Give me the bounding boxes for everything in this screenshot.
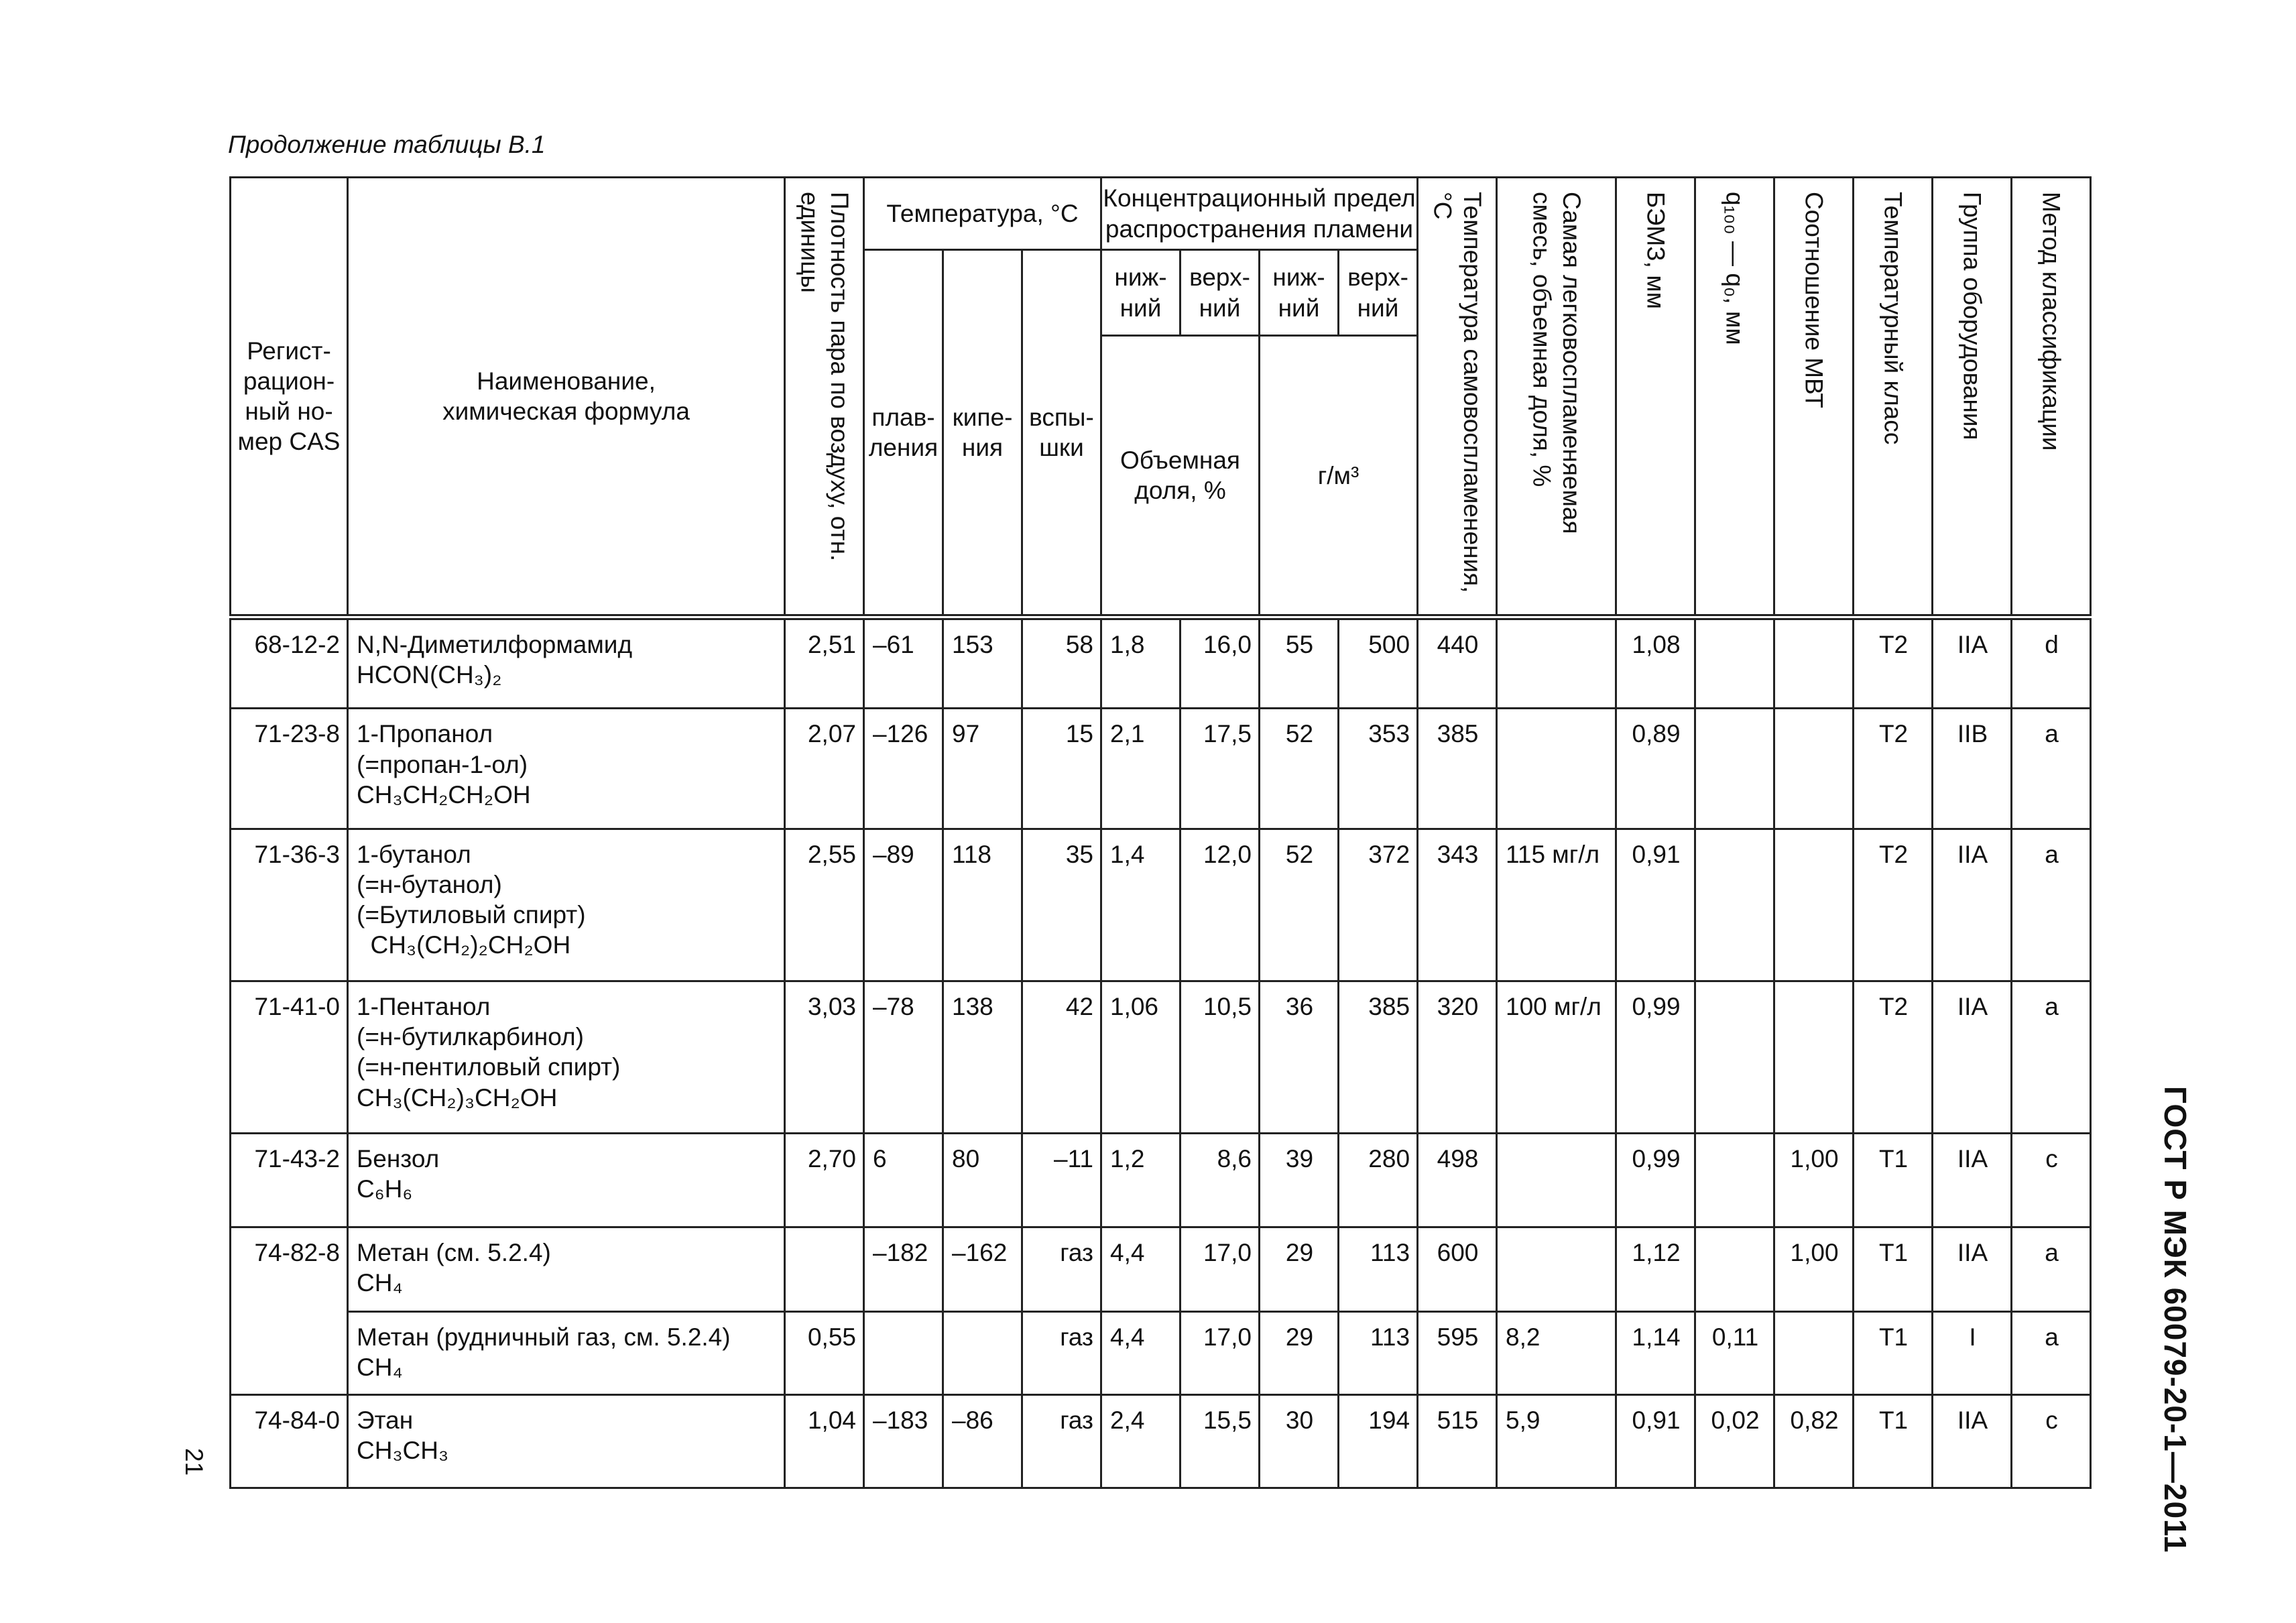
cell-autoignition: 600 <box>1418 1227 1497 1311</box>
cell-autoignition: 320 <box>1418 981 1497 1134</box>
cell-name: Метан (см. 5.2.4) CH₄ <box>348 1227 785 1311</box>
cell-mic-ratio: 1,00 <box>1774 1134 1854 1227</box>
cell-mic-ratio: 1,00 <box>1774 1227 1854 1311</box>
header-density: Плотность пара по воздуху, отн. единицы <box>785 178 864 617</box>
cell-boiling: 138 <box>943 981 1022 1134</box>
cell-name: 1-Пропанол (=пропан-1-ол) CH₃CH₂CH₂OH <box>348 709 785 829</box>
table-row <box>231 1394 2091 1488</box>
cell-melting: –126 <box>864 709 943 829</box>
cell-temp-class: T2 <box>1854 829 1933 981</box>
cell-lower-gm3: 52 <box>1260 709 1339 829</box>
cell-upper-gm3: 113 <box>1339 1227 1418 1311</box>
header-name: Наименование, химическая формула <box>348 178 785 617</box>
cell-mic-ratio <box>1774 1311 1854 1394</box>
data-table <box>229 176 2092 1489</box>
cell-temp-class: T2 <box>1854 617 1933 709</box>
cell-easiest-mixture <box>1497 1134 1616 1227</box>
cell-upper-gm3: 353 <box>1339 709 1418 829</box>
cell-mesg: 0,91 <box>1616 829 1695 981</box>
cell-lower-vol: 2,1 <box>1101 709 1181 829</box>
cell-melting: –182 <box>864 1227 943 1311</box>
cell-temp-class: T1 <box>1854 1134 1933 1227</box>
cell-easiest-mixture <box>1497 617 1616 709</box>
document-standard-title: ГОСТ Р МЭК 60079-20-1—2011 <box>2158 1086 2193 1553</box>
header-lower-vol: ниж- ний <box>1101 250 1181 336</box>
table-row <box>231 981 2091 1134</box>
cell-lower-vol: 1,2 <box>1101 1134 1181 1227</box>
cell-mesg: 1,12 <box>1616 1227 1695 1311</box>
header-boiling: кипе- ния <box>943 250 1022 617</box>
page-number: 21 <box>180 1448 208 1476</box>
cell-method: a <box>2012 1227 2091 1311</box>
cell-lower-vol: 1,8 <box>1101 617 1181 709</box>
cell-cas: 74-82-8 <box>231 1227 348 1394</box>
cell-temp-class: T1 <box>1854 1227 1933 1311</box>
table-row <box>231 1227 2091 1311</box>
cell-autoignition: 385 <box>1418 709 1497 829</box>
cell-density: 2,51 <box>785 617 864 709</box>
cell-upper-vol: 8,6 <box>1181 1134 1260 1227</box>
cell-q-ratio <box>1695 829 1774 981</box>
cell-easiest-mixture <box>1497 1227 1616 1311</box>
cell-lower-gm3: 29 <box>1260 1311 1339 1394</box>
cell-lower-gm3: 30 <box>1260 1394 1339 1488</box>
cell-boiling: 80 <box>943 1134 1022 1227</box>
header-mesg: БЭМЗ, мм <box>1616 178 1695 617</box>
header-equipment-group: Группа оборудования <box>1933 178 2012 617</box>
cell-q-ratio <box>1695 981 1774 1134</box>
cell-equipment-group: I <box>1933 1311 2012 1394</box>
cell-method: a <box>2012 1311 2091 1394</box>
cell-autoignition: 595 <box>1418 1311 1497 1394</box>
cell-autoignition: 440 <box>1418 617 1497 709</box>
cell-easiest-mixture: 5,9 <box>1497 1394 1616 1488</box>
cell-name: N,N-Диметилформамид HCON(CH₃)₂ <box>348 617 785 709</box>
header-gm3: г/м³ <box>1260 336 1418 617</box>
cell-q-ratio: 0,02 <box>1695 1394 1774 1488</box>
cell-mic-ratio <box>1774 617 1854 709</box>
cell-lower-gm3: 29 <box>1260 1227 1339 1311</box>
cell-lower-gm3: 39 <box>1260 1134 1339 1227</box>
cell-upper-gm3: 113 <box>1339 1311 1418 1394</box>
cell-lower-vol: 4,4 <box>1101 1311 1181 1394</box>
table-caption: Продолжение таблицы В.1 <box>228 131 546 158</box>
cell-density: 2,55 <box>785 829 864 981</box>
table-row <box>231 1311 2091 1394</box>
cell-cas: 71-43-2 <box>231 1134 348 1227</box>
header-upper-gm3: верх- ний <box>1339 250 1418 336</box>
header-conc-limit: Концентрационный предел распространения пламени <box>1101 178 1418 250</box>
table-body <box>231 617 2091 1488</box>
cell-upper-vol: 17,5 <box>1181 709 1260 829</box>
header-temperature: Температура, °С <box>864 178 1101 250</box>
cell-name: 1-бутанол (=н-бутанол) (=Бутиловый спирт) CH₃(CH₂)₂CH₂OH <box>348 829 785 981</box>
cell-mic-ratio <box>1774 829 1854 981</box>
cell-method: a <box>2012 709 2091 829</box>
table-row <box>231 617 2091 709</box>
cell-lower-vol: 4,4 <box>1101 1227 1181 1311</box>
header-lower-gm3: ниж- ний <box>1260 250 1339 336</box>
cell-name: 1-Пентанол (=н-бутилкарбинол) (=н-пентиловый спирт) CH₃(CH₂)₃CH₂OH <box>348 981 785 1134</box>
cell-method: a <box>2012 981 2091 1134</box>
cell-mesg: 0,99 <box>1616 981 1695 1134</box>
cell-upper-vol: 15,5 <box>1181 1394 1260 1488</box>
cell-equipment-group: IIA <box>1933 1227 2012 1311</box>
header-easiest-mixture: Самая легковоспламеняемая смесь, объемная доля, % <box>1497 178 1616 617</box>
cell-density: 0,55 <box>785 1311 864 1394</box>
cell-method: c <box>2012 1134 2091 1227</box>
cell-mesg: 1,08 <box>1616 617 1695 709</box>
cell-equipment-group: IIB <box>1933 709 2012 829</box>
cell-equipment-group: IIA <box>1933 617 2012 709</box>
cell-flash: 42 <box>1022 981 1101 1134</box>
table-row <box>231 1134 2091 1227</box>
cell-cas: 74-84-0 <box>231 1394 348 1488</box>
cell-temp-class: T1 <box>1854 1394 1933 1488</box>
cell-lower-gm3: 36 <box>1260 981 1339 1134</box>
cell-q-ratio <box>1695 617 1774 709</box>
cell-mesg: 0,99 <box>1616 1134 1695 1227</box>
header-upper-vol: верх- ний <box>1181 250 1260 336</box>
cell-density <box>785 1227 864 1311</box>
cell-density: 2,07 <box>785 709 864 829</box>
cell-melting: 6 <box>864 1134 943 1227</box>
header-temp-class: Температурный класс <box>1854 178 1933 617</box>
cell-density: 3,03 <box>785 981 864 1134</box>
cell-upper-vol: 16,0 <box>1181 617 1260 709</box>
cell-boiling: 153 <box>943 617 1022 709</box>
cell-q-ratio <box>1695 1134 1774 1227</box>
header-vol-fraction: Объемная доля, % <box>1101 336 1260 617</box>
cell-mic-ratio: 0,82 <box>1774 1394 1854 1488</box>
cell-density: 2,70 <box>785 1134 864 1227</box>
cell-upper-vol: 17,0 <box>1181 1311 1260 1394</box>
cell-cas: 71-41-0 <box>231 981 348 1134</box>
cell-mic-ratio <box>1774 981 1854 1134</box>
cell-upper-gm3: 280 <box>1339 1134 1418 1227</box>
cell-upper-vol: 12,0 <box>1181 829 1260 981</box>
cell-upper-gm3: 194 <box>1339 1394 1418 1488</box>
cell-upper-gm3: 385 <box>1339 981 1418 1134</box>
cell-name: Метан (рудничный газ, см. 5.2.4) CH₄ <box>348 1311 785 1394</box>
cell-easiest-mixture: 100 мг/л <box>1497 981 1616 1134</box>
cell-temp-class: T1 <box>1854 1311 1933 1394</box>
cell-q-ratio: 0,11 <box>1695 1311 1774 1394</box>
cell-flash: газ <box>1022 1394 1101 1488</box>
cell-mesg: 0,89 <box>1616 709 1695 829</box>
cell-upper-gm3: 372 <box>1339 829 1418 981</box>
cell-autoignition: 498 <box>1418 1134 1497 1227</box>
header-melting: плав- ления <box>864 250 943 617</box>
cell-name: Бензол C₆H₆ <box>348 1134 785 1227</box>
cell-method: c <box>2012 1394 2091 1488</box>
header-cas: Регист- рацион- ный но- мер CAS <box>231 178 348 617</box>
cell-cas: 71-36-3 <box>231 829 348 981</box>
header-q-ratio: q₁₀₀ — q₀, мм <box>1695 178 1774 617</box>
cell-lower-vol: 1,4 <box>1101 829 1181 981</box>
cell-equipment-group: IIA <box>1933 1134 2012 1227</box>
table-row <box>231 829 2091 981</box>
cell-equipment-group: IIA <box>1933 981 2012 1134</box>
cell-method: a <box>2012 829 2091 981</box>
cell-upper-vol: 10,5 <box>1181 981 1260 1134</box>
cell-flash: –11 <box>1022 1134 1101 1227</box>
cell-easiest-mixture <box>1497 709 1616 829</box>
cell-melting: –61 <box>864 617 943 709</box>
cell-lower-vol: 2,4 <box>1101 1394 1181 1488</box>
cell-autoignition: 515 <box>1418 1394 1497 1488</box>
header-mic-ratio: Соотношение МВТ <box>1774 178 1854 617</box>
cell-name: Этан CH₃CH₃ <box>348 1394 785 1488</box>
cell-lower-gm3: 55 <box>1260 617 1339 709</box>
cell-boiling: 97 <box>943 709 1022 829</box>
cell-boiling: –162 <box>943 1227 1022 1311</box>
cell-cas: 71-23-8 <box>231 709 348 829</box>
cell-flash: 58 <box>1022 617 1101 709</box>
cell-upper-vol: 17,0 <box>1181 1227 1260 1311</box>
cell-boiling: 118 <box>943 829 1022 981</box>
table-row <box>231 709 2091 829</box>
cell-mic-ratio <box>1774 709 1854 829</box>
cell-autoignition: 343 <box>1418 829 1497 981</box>
header-autoignition: Температура самовоспламенения, °С <box>1418 178 1497 617</box>
cell-mesg: 1,14 <box>1616 1311 1695 1394</box>
header-method: Метод классификации <box>2012 178 2091 617</box>
cell-melting: –78 <box>864 981 943 1134</box>
cell-temp-class: T2 <box>1854 709 1933 829</box>
cell-q-ratio <box>1695 1227 1774 1311</box>
cell-equipment-group: IIA <box>1933 1394 2012 1488</box>
cell-upper-gm3: 500 <box>1339 617 1418 709</box>
header-flash: вспы- шки <box>1022 250 1101 617</box>
cell-boiling: –86 <box>943 1394 1022 1488</box>
cell-temp-class: T2 <box>1854 981 1933 1134</box>
cell-boiling <box>943 1311 1022 1394</box>
cell-melting <box>864 1311 943 1394</box>
table-header <box>231 178 2091 617</box>
cell-cas: 68-12-2 <box>231 617 348 709</box>
cell-flash: газ <box>1022 1311 1101 1394</box>
cell-easiest-mixture: 8,2 <box>1497 1311 1616 1394</box>
cell-flash: газ <box>1022 1227 1101 1311</box>
cell-flash: 35 <box>1022 829 1101 981</box>
cell-q-ratio <box>1695 709 1774 829</box>
cell-equipment-group: IIA <box>1933 829 2012 981</box>
cell-melting: –183 <box>864 1394 943 1488</box>
cell-density: 1,04 <box>785 1394 864 1488</box>
cell-melting: –89 <box>864 829 943 981</box>
cell-mesg: 0,91 <box>1616 1394 1695 1488</box>
cell-easiest-mixture: 115 мг/л <box>1497 829 1616 981</box>
cell-lower-vol: 1,06 <box>1101 981 1181 1134</box>
cell-lower-gm3: 52 <box>1260 829 1339 981</box>
cell-method: d <box>2012 617 2091 709</box>
cell-flash: 15 <box>1022 709 1101 829</box>
